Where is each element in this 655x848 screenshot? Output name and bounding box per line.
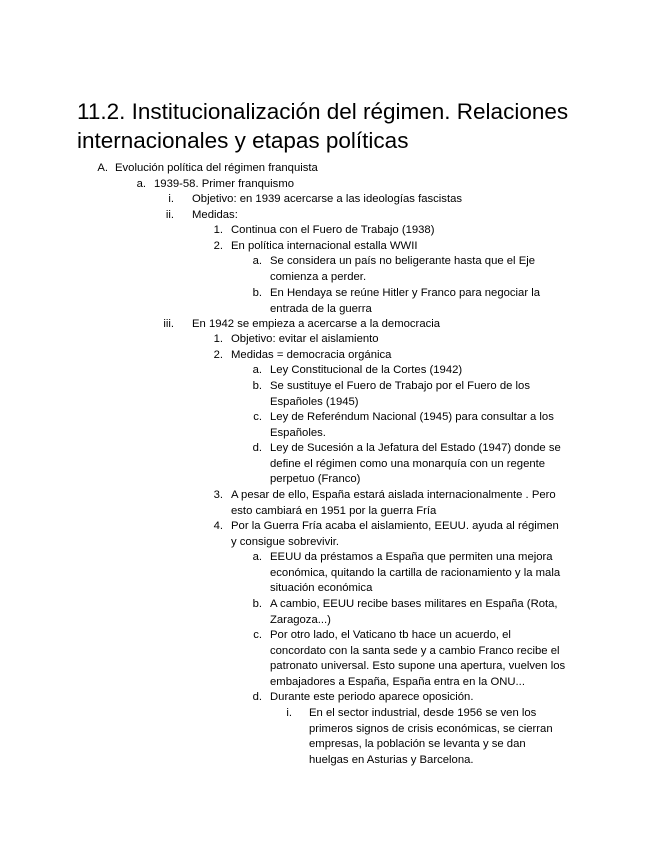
list-item-text: EEUU da préstamos a España que permiten una mejora <box>270 551 553 563</box>
list-item-text: En 1942 se empieza a acercarse a la democracia <box>192 318 441 330</box>
title-line-2: internacionales y etapas políticas <box>77 128 409 153</box>
list-marker: d. <box>252 442 262 454</box>
list-item-text: 1939-58. Primer franquismo <box>154 178 295 190</box>
list-item-text: Ley de Sucesión a la Jefatura del Estado (1947) donde se <box>270 442 561 454</box>
list-marker: i. <box>168 193 174 205</box>
title-line-1: 11.2. Institucionalización del régimen. Relaciones <box>77 99 569 124</box>
list-marker: b. <box>252 598 262 610</box>
list-marker: 1. <box>213 333 223 345</box>
list-item-text: Continua con el Fuero de Trabajo (1938) <box>231 224 435 236</box>
document-title <box>77 97 637 155</box>
list-item-text: Evolución política del régimen franquista <box>115 162 318 174</box>
list-item-text: Se sustituye el Fuero de Trabajo por el Fuero de los <box>270 380 530 392</box>
list-item-text: perpetuo (Franco) <box>270 473 361 485</box>
list-item-text: Españoles. <box>270 426 326 439</box>
list-item-text: esto cambiará en 1951 por la guerra Fría <box>231 504 437 517</box>
list-item-text: Medidas = democracia orgánica <box>231 349 392 361</box>
list-item-text: patronato universal. Esto supone una apertura, vuelven los <box>270 660 566 672</box>
list-item-text: huelgas en Asturias y Barcelona. <box>309 753 474 766</box>
list-item-text: Ley Constitucional de la Cortes (1942) <box>270 364 463 376</box>
list-item-text: Se considera un país no beligerante hasta que el Eje <box>270 255 536 267</box>
list-item-text: económica, quitando la cartilla de racionamiento y la mala <box>270 566 561 579</box>
list-marker: 4. <box>213 520 223 532</box>
list-item-text: A cambio, EEUU recibe bases militares en España (Rota, <box>270 598 558 610</box>
list-marker: i. <box>286 707 292 719</box>
list-marker: c. <box>253 629 262 641</box>
list-marker: A. <box>97 162 108 174</box>
list-item-text: En política internacional estalla WWII <box>231 240 418 252</box>
list-item-text: Por la Guerra Fría acaba el aislamiento, EEUU. ayuda al régimen <box>231 520 559 532</box>
list-item-text: A pesar de ello, España estará aislada internacionalmente . Pero <box>231 489 556 501</box>
list-item-text: En Hendaya se reúne Hitler y Franco para negociar la <box>270 287 541 299</box>
list-item-text: Españoles (1945) <box>270 395 359 408</box>
list-item-text: concordato con la santa sede y a cambio Franco recibe el <box>270 644 560 657</box>
list-item-text: embajadores a España, España entra en la ONU... <box>270 675 525 688</box>
list-item-text: situación económica <box>270 582 373 594</box>
list-item-text: Ley de Referéndum Nacional (1945) para consultar a los <box>270 411 554 423</box>
list-marker: a. <box>252 551 262 563</box>
list-marker: b. <box>252 287 262 299</box>
list-marker: a. <box>136 178 146 190</box>
list-item-text: y consigue sobrevivir. <box>231 535 339 548</box>
list-item-text: Por otro lado, el Vaticano tb hace un acuerdo, el <box>270 629 511 641</box>
list-marker: a. <box>252 255 262 267</box>
list-marker: 3. <box>213 489 223 501</box>
list-marker: ii. <box>165 209 174 221</box>
list-item-text: primeros signos de crisis económicas, se cierran <box>309 722 553 735</box>
list-item-text: Zaragoza...) <box>270 613 331 626</box>
list-item-text: empresas, la población se levanta y se dan <box>309 738 526 750</box>
list-item-text: entrada de la guerra <box>270 302 372 315</box>
list-item-text: Durante este periodo aparece oposición. <box>270 691 474 703</box>
list-marker: 2. <box>213 240 223 252</box>
list-item-text: Objetivo: en 1939 acercarse a las ideologías fascistas <box>192 193 463 205</box>
list-marker: b. <box>252 380 262 392</box>
list-marker: c. <box>253 411 262 423</box>
list-item-text: Medidas: <box>192 209 238 221</box>
list-marker: iii. <box>163 318 174 330</box>
list-item-text: En el sector industrial, desde 1956 se ven los <box>309 707 537 719</box>
list-marker: d. <box>252 691 262 703</box>
list-item-text: Objetivo: evitar el aislamiento <box>231 333 379 345</box>
list-item-text: define el régimen como una monarquía con un regente <box>270 457 546 470</box>
list-marker: 2. <box>213 349 223 361</box>
list-marker: 1. <box>213 224 223 236</box>
list-item-text: comienza a perder. <box>270 270 367 283</box>
list-marker: a. <box>252 364 262 376</box>
